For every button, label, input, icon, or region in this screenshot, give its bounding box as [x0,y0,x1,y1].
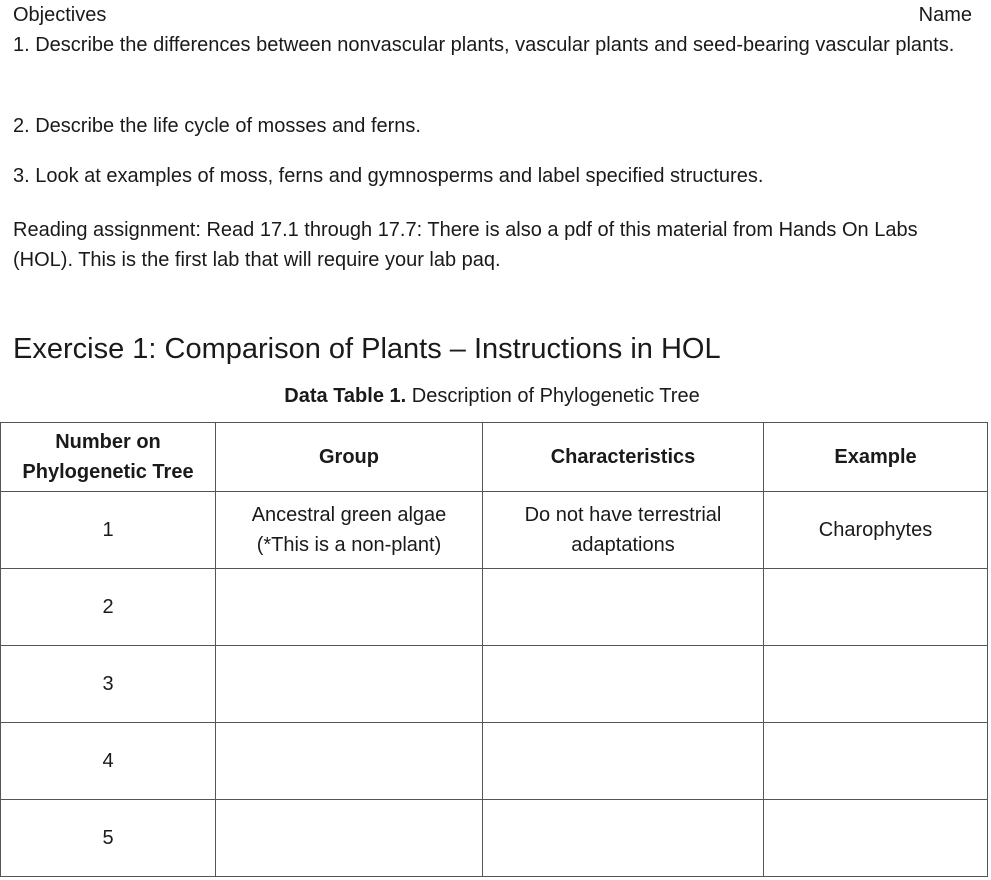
cell-example[interactable] [764,569,988,646]
header-example: Example [764,423,988,492]
cell-characteristics[interactable] [483,800,764,877]
cell-group[interactable] [216,646,483,723]
cell-number: 4 [1,723,216,800]
objective-3: 3. Look at examples of moss, ferns and gymnosperms and label specified structures. [13,165,764,187]
table-caption-text: Description of Phylogenetic Tree [406,385,700,407]
objective-1: 1. Describe the differences between nonvascular plants, vascular plants and seed-bearing vascular plants. [13,34,955,56]
cell-number: 1 [1,492,216,569]
cell-characteristics: Do not have terrestrial adaptations [483,492,764,569]
cell-characteristics[interactable] [483,646,764,723]
objectives-heading: Objectives [13,4,107,26]
table-row [1,569,988,646]
table-row [1,646,988,723]
header-characteristics: Characteristics [483,423,764,492]
cell-group: Ancestral green algae (*This is a non-plant) [216,492,483,569]
exercise-title: Exercise 1: Comparison of Plants – Instructions in HOL [13,333,721,365]
cell-characteristics[interactable] [483,723,764,800]
table-caption [0,381,984,411]
header-number: Number on Phylogenetic Tree [1,423,216,492]
cell-group[interactable] [216,569,483,646]
cell-number: 5 [1,800,216,877]
cell-example[interactable] [764,646,988,723]
cell-example: Charophytes [764,492,988,569]
cell-example[interactable] [764,800,988,877]
cell-group[interactable] [216,800,483,877]
phylogenetic-data-table [0,422,988,877]
header-group: Group [216,423,483,492]
objective-2: 2. Describe the life cycle of mosses and ferns. [13,115,421,137]
cell-number: 2 [1,569,216,646]
cell-group[interactable] [216,723,483,800]
table-caption-label: Data Table 1. [284,385,407,407]
table-row [1,723,988,800]
table-row [1,492,988,569]
table-header-row [1,423,988,492]
reading-assignment: Reading assignment: Read 17.1 through 17.7: There is also a pdf of this material from Hands On Labs (HOL). This is the first lab that will require your lab paq. [13,219,918,271]
table-row [1,800,988,877]
cell-number: 3 [1,646,216,723]
cell-example[interactable] [764,723,988,800]
name-label: Name [918,4,972,26]
cell-characteristics[interactable] [483,569,764,646]
